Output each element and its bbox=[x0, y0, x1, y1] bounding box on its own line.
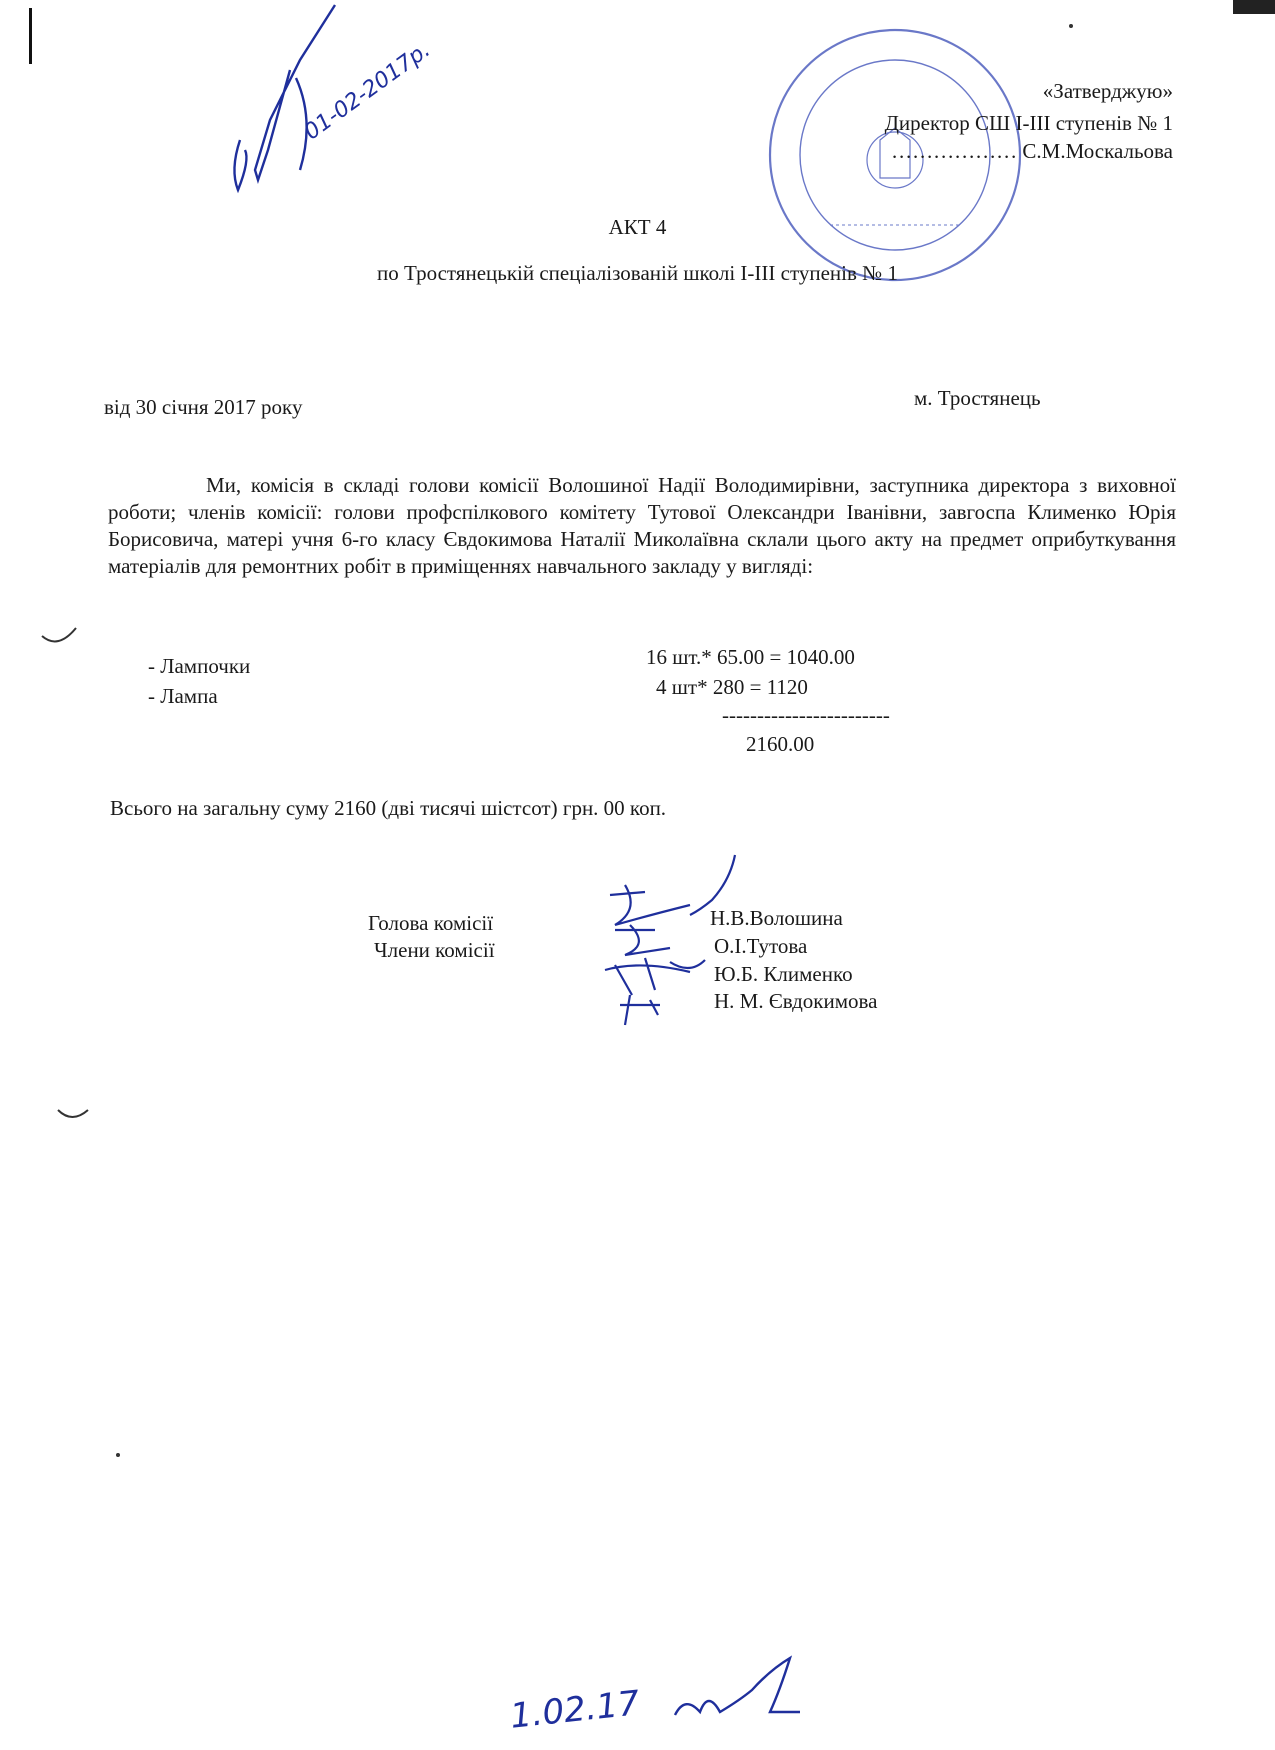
document-title: АКТ 4 bbox=[608, 215, 667, 239]
body-paragraph bbox=[108, 472, 1176, 580]
item-calculation: 4 шт* 280 = 1120 bbox=[656, 675, 808, 699]
sum-total-value: 2160.00 bbox=[746, 732, 815, 756]
commission-head-label: Голова комісії bbox=[368, 911, 494, 935]
item-calculation: 16 шт.* 65.00 = 1040.00 bbox=[646, 645, 855, 669]
scan-corner-mark bbox=[1233, 0, 1275, 14]
total-amount-text: Всього на загальну суму 2160 (дві тисячі шістсот) грн. 00 коп. bbox=[110, 796, 667, 820]
scan-dot bbox=[1069, 24, 1073, 28]
document-subtitle: по Тростянецькій спеціалізованій школі І-ІІІ ступенів № 1 bbox=[377, 261, 898, 285]
item-name: - Лампа bbox=[148, 684, 218, 708]
document-city: м. Тростянець bbox=[914, 386, 1041, 410]
approval-signatory: ……………… С.М.Москальова bbox=[891, 139, 1173, 163]
body-text: Ми, комісія в складі голови комісії Волошиної Надії Володимирівни, заступника директора з виховної роботи; членів комісії: голови профспілкового комітету Тутової Олександри Іванівни, завгоспа Клименко Юрія Борисовича, матері учня 6-го класу Євдокимова Наталії Миколаївна склали цього акту на предмет оприбуткування матеріалів для ремонтних робіт в приміщеннях навчального закладу у вигляді: bbox=[108, 473, 1176, 578]
approval-label: «Затверджую» bbox=[1042, 79, 1173, 103]
hole-punch-mark bbox=[42, 628, 76, 641]
commission-name: Н. М. Євдокимова bbox=[714, 989, 878, 1013]
scan-edge-mark bbox=[29, 8, 32, 64]
commission-members-label: Члени комісії bbox=[374, 938, 495, 962]
resolution-signature bbox=[234, 5, 335, 190]
approval-position: Директор СШ І-ІІІ ступенів № 1 bbox=[884, 111, 1173, 135]
sum-separator: ------------------------ bbox=[722, 703, 890, 727]
document-date: від 30 січня 2017 року bbox=[104, 395, 303, 419]
scan-dot bbox=[116, 1453, 120, 1457]
item-name: - Лампочки bbox=[148, 654, 251, 678]
hole-punch-mark bbox=[58, 1110, 88, 1117]
footer-handwritten-date: 1.02.17 bbox=[508, 1683, 642, 1737]
commission-name: Ю.Б. Клименко bbox=[714, 962, 853, 986]
resolution-date: 01-02-2017р. bbox=[300, 37, 436, 146]
commission-name: Н.В.Волошина bbox=[710, 906, 843, 930]
footer-signature bbox=[675, 1658, 800, 1715]
commission-name: О.І.Тутова bbox=[714, 934, 808, 958]
